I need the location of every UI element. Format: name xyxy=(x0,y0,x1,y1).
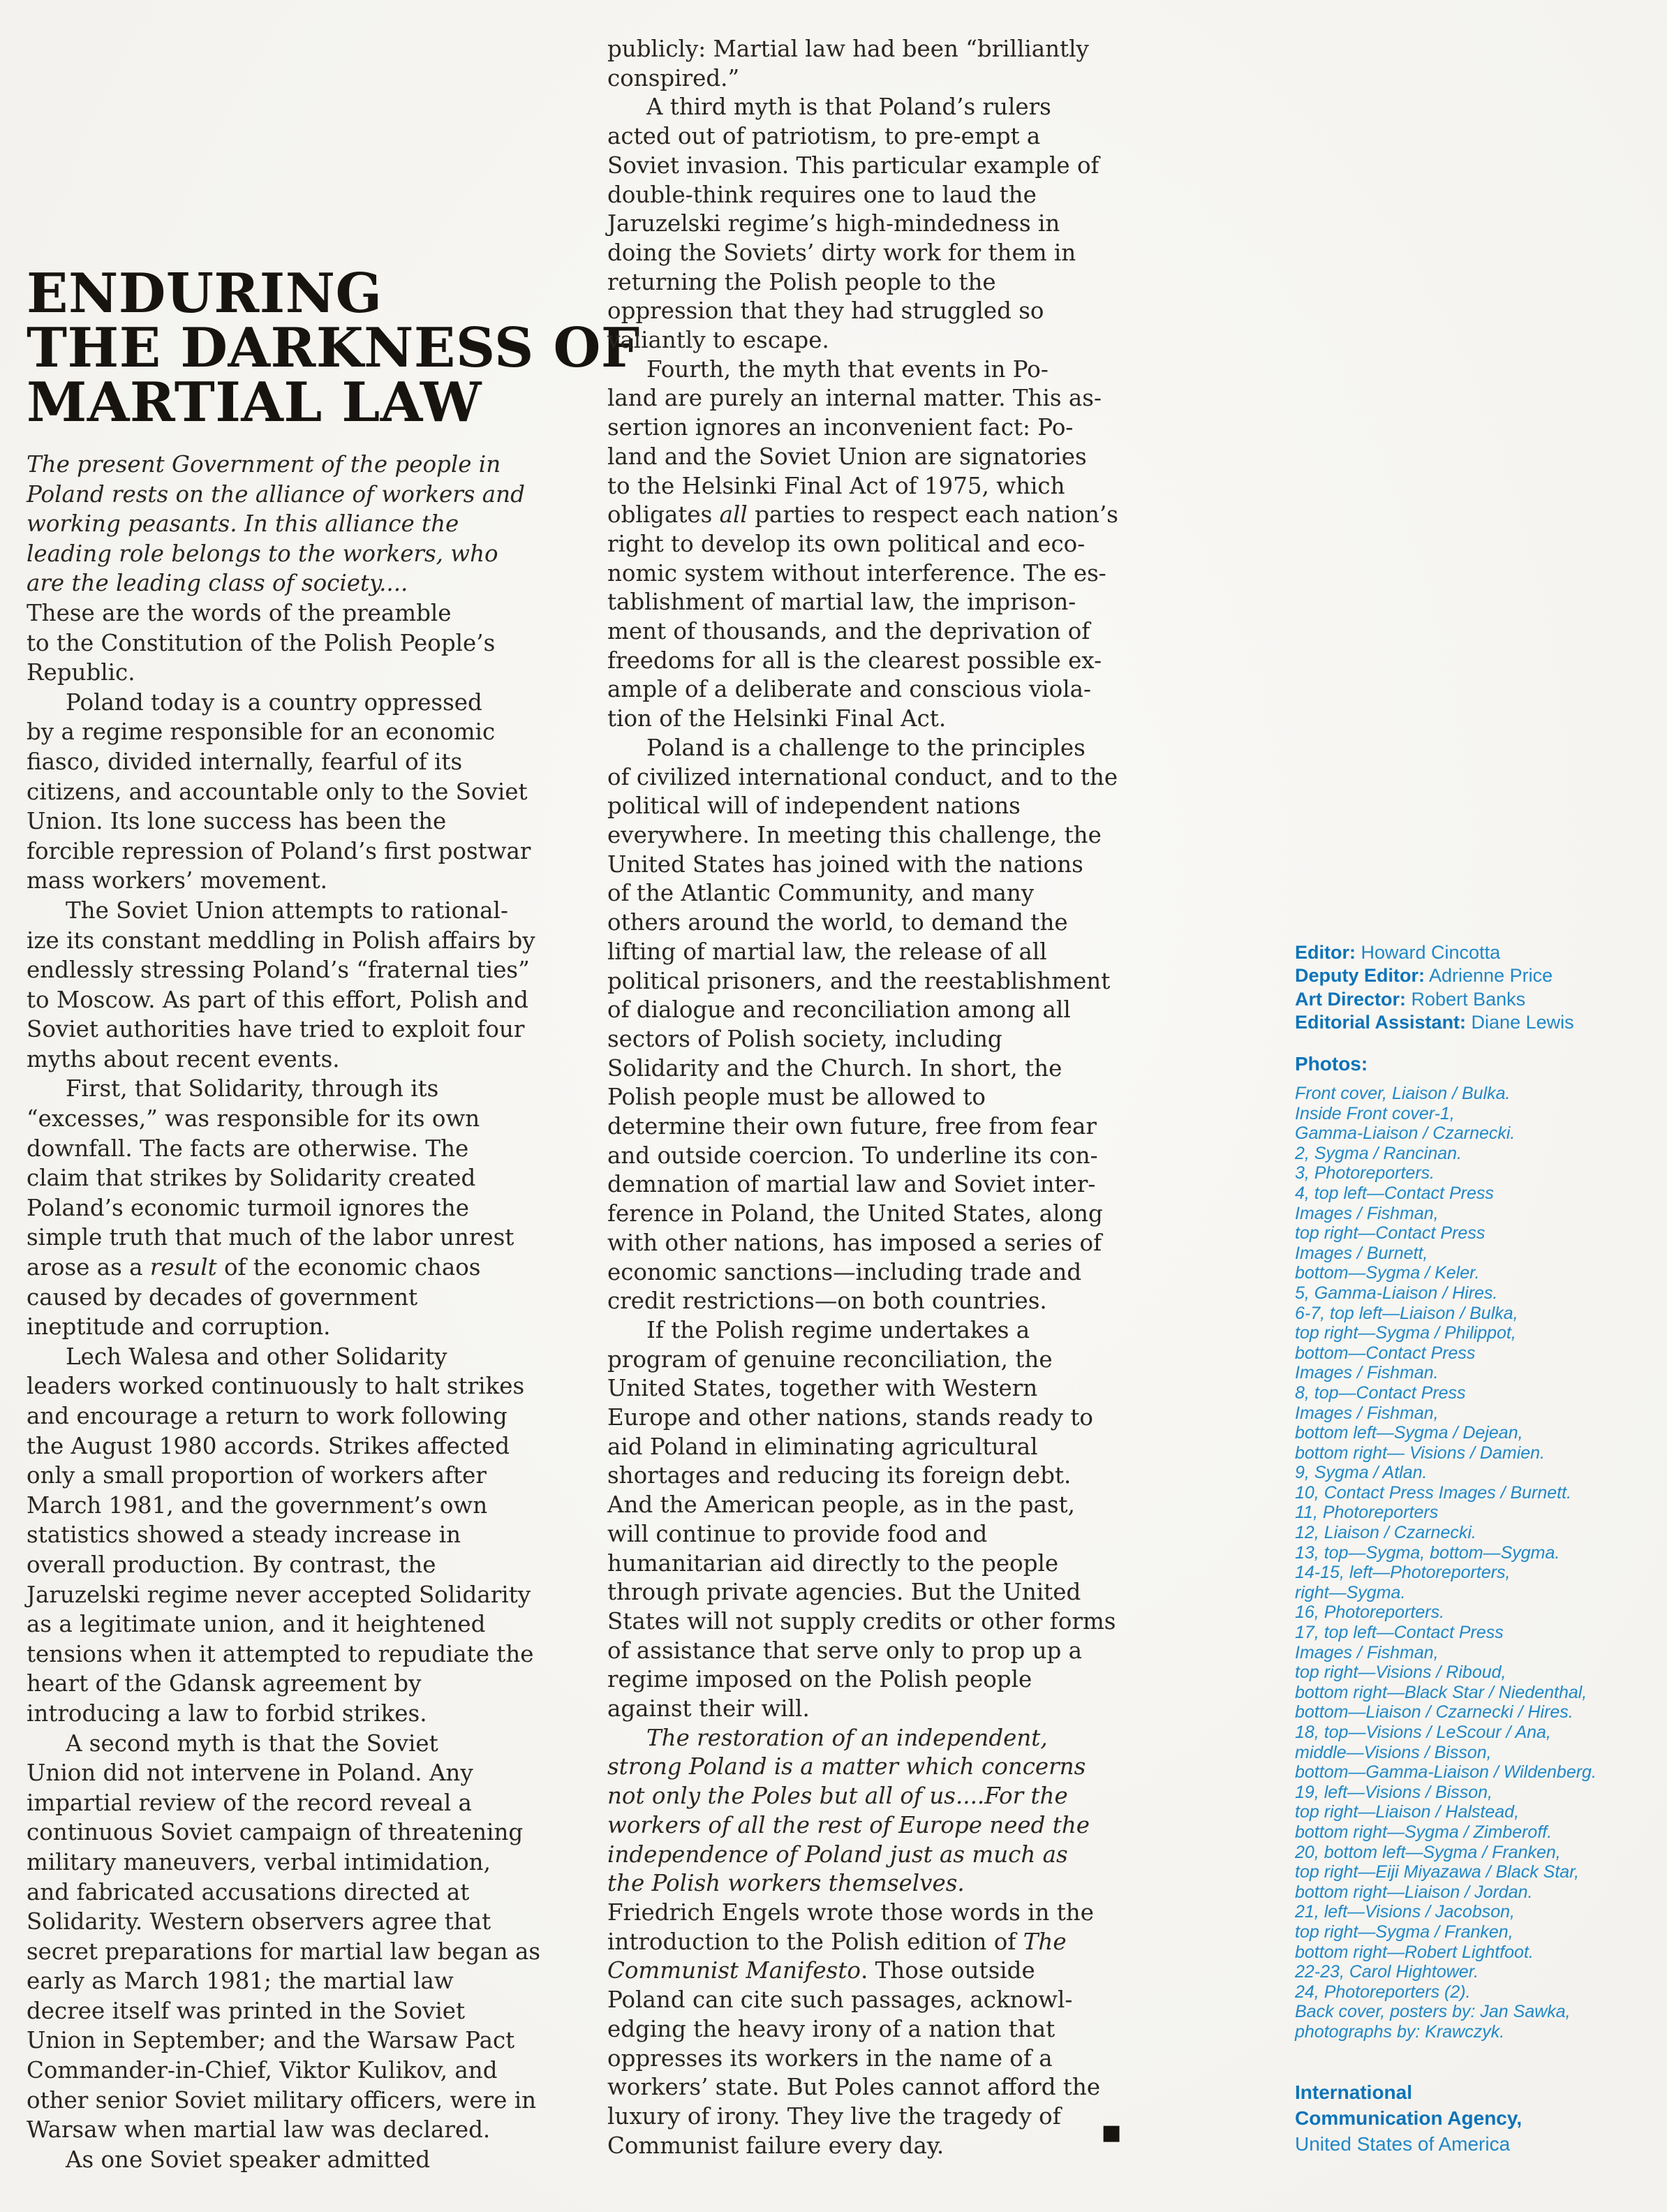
text-line: to Moscow. As part of this effort, Polish and xyxy=(27,986,528,1013)
text-line: luxury of irony. They live the tragedy of xyxy=(607,2102,1061,2130)
text-line: Images / Fishman. xyxy=(1295,1363,1439,1383)
text-line: citizens, and accountable only to the Soviet xyxy=(27,778,528,805)
text-line: bottom—Sygma / Keler. xyxy=(1295,1263,1480,1283)
text-line: simple truth that much of the labor unrest xyxy=(27,1224,514,1251)
text-line: Warsaw when martial law was declared. xyxy=(27,2116,491,2144)
text-line: 21, left—Visions / Jacobson, xyxy=(1295,1902,1515,1922)
text-line: International xyxy=(1295,2081,1413,2103)
text-line: obligates all parties to respect each nation’s xyxy=(607,501,1118,529)
text-line: the Polish workers themselves. xyxy=(607,1870,965,1897)
text-line: sectors of Polish society, including xyxy=(607,1025,1002,1052)
text-line: returning the Polish people to the xyxy=(607,268,996,295)
text-line: United States, together with Western xyxy=(607,1375,1038,1402)
text-line: tablishment of martial law, the imprison- xyxy=(607,589,1076,616)
text-line: bottom right—Black Star / Niedenthal, xyxy=(1295,1682,1587,1702)
text-line: top right—Sygma / Franken, xyxy=(1295,1922,1513,1942)
text-line: introducing a law to forbid strikes. xyxy=(27,1699,427,1727)
text-line: against their will. xyxy=(607,1695,810,1723)
agency-imprint xyxy=(1295,2079,1522,2157)
text-line: demnation of martial law and Soviet inter- xyxy=(607,1171,1096,1198)
text-line: Images / Fishman, xyxy=(1295,1203,1439,1223)
text-line: of the Atlantic Community, and many xyxy=(607,880,1035,907)
text-line: as a legitimate union, and it heightened xyxy=(27,1611,486,1638)
text-line: tensions when it attempted to repudiate the xyxy=(27,1640,534,1667)
text-line: Poland’s economic turmoil ignores the xyxy=(27,1194,469,1221)
staff-credits xyxy=(1295,941,1574,1035)
text-line: shortages and reducing its foreign debt. xyxy=(607,1462,1072,1489)
text-line: Images / Fishman, xyxy=(1295,1403,1439,1423)
text-line: Polish people must be allowed to xyxy=(607,1084,986,1111)
text-line: early as March 1981; the martial law xyxy=(27,1968,454,1995)
text-line: Friedrich Engels wrote those words in the xyxy=(607,1899,1094,1926)
text-line: THE DARKNESS OF xyxy=(27,316,640,380)
text-line: Gamma-Liaison / Czarnecki. xyxy=(1295,1123,1516,1144)
text-line: to the Constitution of the Polish People’s xyxy=(27,629,496,656)
text-line: Soviet invasion. This particular example of xyxy=(607,152,1099,179)
text-line: credit restrictions—on both countries. xyxy=(607,1288,1047,1315)
text-line: only a small proportion of workers after xyxy=(27,1462,487,1489)
text-line: conspired.” xyxy=(607,64,740,91)
article-column-middle xyxy=(607,35,1166,2160)
text-line: endlessly stressing Poland’s “fraternal ties” xyxy=(27,957,530,984)
text-line: bottom right—Robert Lightfoot. xyxy=(1295,1942,1534,1962)
text-line: land and the Soviet Union are signatories xyxy=(607,443,1087,470)
text-line: statistics showed a steady increase in xyxy=(27,1521,461,1549)
text-line: Europe and other nations, stands ready to xyxy=(607,1404,1093,1431)
text-line: 14-15, left—Photoreporters, xyxy=(1295,1563,1511,1583)
text-line: Union. Its lone success has been the xyxy=(27,808,447,835)
text-line: 8, top—Contact Press xyxy=(1295,1382,1466,1403)
text-line: political will of independent nations xyxy=(607,792,1021,820)
text-line: right—Sygma. xyxy=(1295,1582,1406,1602)
end-of-article-mark: ■ xyxy=(1102,2121,1122,2145)
text-line: workers of all the rest of Europe need the xyxy=(607,1811,1090,1838)
text-line: Lech Walesa and other Solidarity xyxy=(66,1343,447,1370)
text-line: introduction to the Polish edition of The xyxy=(607,1928,1067,1955)
text-line: forcible repression of Poland’s first postwar xyxy=(27,837,531,864)
text-line: Art Director: Robert Banks xyxy=(1295,988,1526,1010)
text-line: aid Poland in eliminating agricultural xyxy=(607,1433,1038,1460)
text-line: bottom right—Sygma / Zimberoff. xyxy=(1295,1822,1553,1842)
text-line: bottom—Liaison / Czarnecki / Hires. xyxy=(1295,1702,1573,1723)
text-line: double-think requires one to laud the xyxy=(607,181,1037,208)
text-line: 6-7, top left—Liaison / Bulka, xyxy=(1295,1303,1518,1323)
text-line: military maneuvers, verbal intimidation, xyxy=(27,1848,491,1875)
text-line: Union did not intervene in Poland. Any xyxy=(27,1760,473,1787)
text-line: will continue to provide food and xyxy=(607,1520,988,1547)
text-line: and encourage a return to work following xyxy=(27,1403,507,1429)
text-line: doing the Soviets’ dirty work for them in xyxy=(607,239,1076,266)
text-line: Jaruzelski regime’s high-mindedness in xyxy=(607,210,1060,237)
text-line: through private agencies. But the United xyxy=(607,1579,1081,1606)
text-line: mass workers’ movement. xyxy=(27,867,327,894)
text-line: A second myth is that the Soviet xyxy=(66,1730,438,1757)
text-line: Commander-in-Chief, Viktor Kulikov, and xyxy=(27,2057,498,2084)
text-line: 22-23, Carol Hightower. xyxy=(1295,1962,1479,1982)
text-line: And the American people, as in the past, xyxy=(607,1491,1075,1519)
text-line: publicly: Martial law had been “brilliantly xyxy=(607,36,1089,62)
text-line: by a regime responsible for an economic xyxy=(27,718,496,746)
text-line: economic sanctions—including trade and xyxy=(607,1258,1082,1285)
text-line: not only the Poles but all of us....For the xyxy=(607,1783,1068,1810)
text-line: myths about recent events. xyxy=(27,1045,340,1072)
text-line: Communication Agency, xyxy=(1295,2107,1522,2129)
text-line: program of genuine reconciliation, the xyxy=(607,1345,1053,1373)
text-line: strong Poland is a matter which concerns xyxy=(607,1753,1086,1780)
text-line: Union in September; and the Warsaw Pact xyxy=(27,2027,515,2054)
text-line: United States has joined with the nations xyxy=(607,850,1083,878)
text-line: 10, Contact Press Images / Burnett. xyxy=(1295,1482,1572,1503)
text-line: edging the heavy irony of a nation that xyxy=(607,2015,1055,2042)
text-line: workers’ state. But Poles cannot afford the xyxy=(607,2074,1101,2101)
text-line: Solidarity and the Church. In short, the xyxy=(607,1054,1062,1082)
text-line: Editor: Howard Cincotta xyxy=(1295,942,1501,963)
text-line: These are the words of the preamble xyxy=(27,599,452,626)
text-line: Republic. xyxy=(27,659,135,686)
text-line: Jaruzelski regime never accepted Solidarity xyxy=(27,1581,531,1608)
text-line: leading role belongs to the workers, who xyxy=(27,540,498,567)
text-line: other senior Soviet military officers, were in xyxy=(27,2086,537,2114)
text-line: top right—Liaison / Halstead, xyxy=(1295,1802,1520,1822)
text-line: ineptitude and corruption. xyxy=(27,1313,331,1341)
text-line: nomic system without interference. The es- xyxy=(607,559,1106,587)
text-line: Poland today is a country oppressed xyxy=(66,688,482,716)
text-line: everywhere. In meeting this challenge, the xyxy=(607,821,1102,848)
text-line: 17, top left—Contact Press xyxy=(1295,1623,1504,1643)
text-line: The Soviet Union attempts to rational- xyxy=(66,897,508,924)
text-line: tion of the Helsinki Final Act. xyxy=(607,705,947,732)
text-line: ference in Poland, the United States, along xyxy=(607,1200,1103,1227)
text-line: right to develop its own political and eco- xyxy=(607,530,1086,557)
text-line: March 1981, and the government’s own xyxy=(27,1491,488,1519)
text-line: 2, Sygma / Rancinan. xyxy=(1295,1143,1462,1163)
text-line: bottom—Gamma-Liaison / Wildenberg. xyxy=(1295,1762,1596,1783)
text-line: The restoration of an independent, xyxy=(646,1724,1048,1751)
text-line: leaders worked continuously to halt strikes xyxy=(27,1373,525,1400)
text-line: regime imposed on the Polish people xyxy=(607,1666,1032,1693)
text-line: overall production. By contrast, the xyxy=(27,1551,436,1578)
text-line: ize its constant meddling in Polish affairs by xyxy=(27,927,535,954)
text-line: are the leading class of society.... xyxy=(27,570,408,597)
text-line: ment of thousands, and the deprivation of xyxy=(607,618,1090,645)
text-line: to the Helsinki Final Act of 1975, which xyxy=(607,472,1065,499)
text-line: Images / Fishman, xyxy=(1295,1642,1439,1662)
text-line: claim that strikes by Solidarity created xyxy=(27,1165,476,1192)
text-line: MARTIAL LAW xyxy=(27,371,482,434)
text-line: and fabricated accusations directed at xyxy=(27,1878,470,1905)
text-line: of assistance that serve only to prop up a xyxy=(607,1637,1083,1664)
text-line: top right—Visions / Riboud, xyxy=(1295,1662,1506,1683)
text-line: Communist Manifesto. Those outside xyxy=(607,1957,1035,1984)
text-line: determine their own future, free from fear xyxy=(607,1113,1097,1140)
text-line: heart of the Gdansk agreement by xyxy=(27,1670,422,1697)
text-line: the August 1980 accords. Strikes affected xyxy=(27,1432,510,1459)
text-line: valiantly to escape. xyxy=(607,327,829,354)
text-line: 9, Sygma / Atlan. xyxy=(1295,1463,1428,1483)
text-line: Images / Burnett, xyxy=(1295,1243,1428,1263)
text-line: arose as a result of the economic chaos xyxy=(27,1254,481,1281)
text-line: Back cover, posters by: Jan Sawka, xyxy=(1295,2002,1571,2022)
text-line: top right—Eiji Miyazawa / Black Star, xyxy=(1295,1862,1580,1882)
text-line: sertion ignores an inconvenient fact: Po- xyxy=(607,414,1074,441)
text-line: The present Government of the people in xyxy=(27,451,501,478)
text-line: 4, top left—Contact Press xyxy=(1295,1183,1494,1203)
text-line: and outside coercion. To underline its con- xyxy=(607,1142,1098,1169)
text-line: middle—Visions / Bisson, xyxy=(1295,1742,1492,1762)
text-line: 19, left—Visions / Bisson, xyxy=(1295,1782,1493,1802)
text-line: Fourth, the myth that events in Po- xyxy=(646,355,1049,383)
text-line: of dialogue and reconciliation among all xyxy=(607,996,1071,1024)
text-line: top right—Sygma / Philippot, xyxy=(1295,1323,1516,1343)
text-line: humanitarian aid directly to the people xyxy=(607,1549,1059,1577)
text-line: ample of a deliberate and conscious viola- xyxy=(607,676,1091,703)
text-line: oppression that they had struggled so xyxy=(607,297,1044,325)
text-line: bottom right— Visions / Damien. xyxy=(1295,1443,1546,1463)
text-line: Solidarity. Western observers agree that xyxy=(27,1908,491,1936)
text-line: bottom right—Liaison / Jordan. xyxy=(1295,1882,1533,1902)
text-line: acted out of patriotism, to pre-empt a xyxy=(607,123,1041,150)
text-line: United States of America xyxy=(1295,2133,1511,2155)
text-line: 16, Photoreporters. xyxy=(1295,1602,1445,1623)
text-line: Editorial Assistant: Diane Lewis xyxy=(1295,1012,1574,1033)
text-line: “excesses,” was responsible for its own xyxy=(27,1105,480,1133)
text-line: with other nations, has imposed a series of xyxy=(607,1229,1102,1256)
text-line: independence of Poland just as much as xyxy=(607,1841,1068,1868)
text-line: A third myth is that Poland’s rulers xyxy=(646,94,1051,121)
text-line: ENDURING xyxy=(27,262,383,325)
text-line: decree itself was printed in the Soviet xyxy=(27,1997,466,2024)
photos-heading: Photos: xyxy=(1295,1053,1368,1075)
text-line: Soviet authorities have tried to exploit four xyxy=(27,1016,525,1043)
text-line: As one Soviet speaker admitted xyxy=(66,2146,431,2173)
text-line: Communist failure every day. xyxy=(607,2132,944,2159)
text-line: bottom left—Sygma / Dejean, xyxy=(1295,1423,1523,1443)
text-line: oppresses its workers in the name of a xyxy=(607,2044,1053,2072)
text-line: lifting of martial law, the release of all xyxy=(607,938,1047,965)
text-line: land are purely an internal matter. This as- xyxy=(607,385,1102,412)
text-line: 3, Photoreporters. xyxy=(1295,1163,1435,1184)
text-line: 24, Photoreporters (2). xyxy=(1295,1982,1471,2002)
text-line: States will not supply credits or other forms xyxy=(607,1607,1116,1635)
text-line: 11, Photoreporters xyxy=(1295,1503,1439,1523)
text-line: freedoms for all is the clearest possible ex- xyxy=(607,647,1102,674)
text-line: Poland is a challenge to the principles xyxy=(646,734,1086,761)
text-line: fiasco, divided internally, fearful of its xyxy=(27,748,463,775)
text-line: secret preparations for martial law began as xyxy=(27,1938,541,1965)
text-line: caused by decades of government xyxy=(27,1283,418,1311)
text-line: 13, top—Sygma, bottom—Sygma. xyxy=(1295,1542,1560,1563)
text-line: working peasants. In this alliance the xyxy=(27,510,459,538)
article-title xyxy=(27,262,640,434)
text-line: 20, bottom left—Sygma / Franken, xyxy=(1295,1842,1561,1862)
text-line: bottom—Contact Press xyxy=(1295,1343,1476,1363)
text-line: top right—Contact Press xyxy=(1295,1223,1486,1244)
article-column-left xyxy=(27,450,571,2174)
text-line: Inside Front cover-1, xyxy=(1295,1103,1455,1123)
text-line: Deputy Editor: Adrienne Price xyxy=(1295,965,1553,987)
text-line: Poland rests on the alliance of workers and xyxy=(27,480,525,508)
text-line: First, that Solidarity, through its xyxy=(66,1075,439,1103)
text-line: If the Polish regime undertakes a xyxy=(646,1316,1030,1343)
text-line: 18, top—Visions / LeScour / Ana, xyxy=(1295,1723,1551,1742)
text-line: Front cover, Liaison / Bulka. xyxy=(1295,1084,1511,1103)
text-line: continuous Soviet campaign of threatening xyxy=(27,1819,524,1846)
text-line: 5, Gamma-Liaison / Hires. xyxy=(1295,1283,1498,1303)
text-line: Poland can cite such passages, acknowl- xyxy=(607,1986,1073,2014)
text-line: 12, Liaison / Czarnecki. xyxy=(1295,1523,1476,1543)
text-line: others around the world, to demand the xyxy=(607,909,1068,936)
text-line: downfall. The facts are otherwise. The xyxy=(27,1135,469,1162)
text-line: of civilized international conduct, and to the xyxy=(607,763,1118,790)
text-line: impartial review of the record reveal a xyxy=(27,1789,472,1816)
photo-credits-list xyxy=(1295,1084,1596,2042)
text-line: photographs by: Krawczyk. xyxy=(1295,2021,1505,2042)
text-line: political prisoners, and the reestablishment xyxy=(607,967,1111,994)
